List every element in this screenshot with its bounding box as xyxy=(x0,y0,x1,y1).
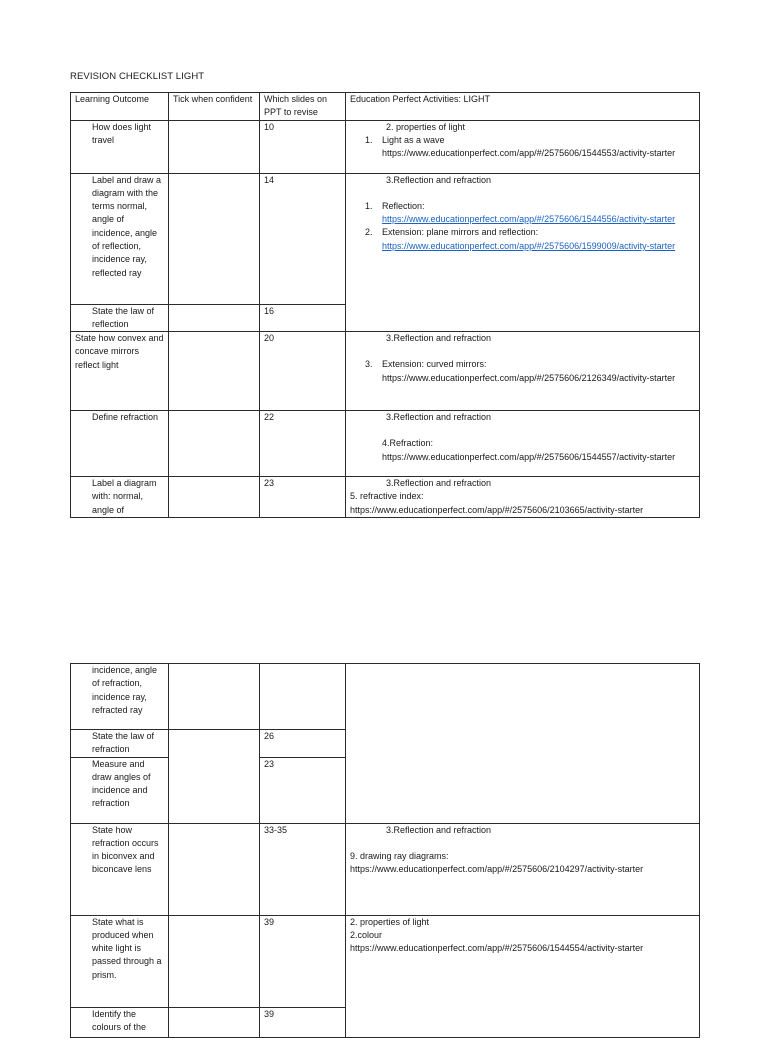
table-header-row xyxy=(71,93,700,121)
ep-url: https://www.educationperfect.com/app/#/2575606/2103665/activity-starter xyxy=(350,504,644,515)
ep-cell xyxy=(346,664,700,824)
slides-cell xyxy=(260,664,346,730)
tick-cell[interactable] xyxy=(169,304,260,332)
header-ep-activities: Education Perfect Activities: LIGHT xyxy=(346,93,700,121)
page-title: REVISION CHECKLIST LIGHT xyxy=(70,71,205,82)
ep-item: 9. drawing ray diagrams: xyxy=(350,850,449,861)
ep-cell xyxy=(346,823,700,915)
slides-cell: 16 xyxy=(260,304,346,332)
tick-cell[interactable] xyxy=(169,664,260,730)
outcome-cell: incidence, angle of refraction, incidence ray, refracted ray xyxy=(71,664,169,730)
outcome-cell: State how refraction occurs in biconvex and biconcave lens xyxy=(71,823,169,915)
tick-cell[interactable] xyxy=(169,173,260,304)
header-tick-when-confident: Tick when confident xyxy=(169,93,260,121)
slides-cell: 14 xyxy=(260,173,346,304)
slides-cell: 20 xyxy=(260,332,346,411)
ep-link[interactable]: https://www.educationperfect.com/app/#/2575606/1599009/activity-starter xyxy=(382,240,676,251)
ep-link[interactable]: https://www.educationperfect.com/app/#/2575606/1544556/activity-starter xyxy=(382,214,676,225)
outcome-cell: State the law of reflection xyxy=(71,304,169,332)
slides-cell: 26 xyxy=(260,730,346,758)
slides-cell: 23 xyxy=(260,757,346,823)
tick-cell[interactable] xyxy=(169,411,260,477)
slides-cell: 22 xyxy=(260,411,346,477)
ep-heading: 2. properties of light xyxy=(386,121,466,132)
ep-url: https://www.educationperfect.com/app/#/2575606/1544554/activity-starter xyxy=(350,943,644,954)
outcome-cell: How does light travel xyxy=(71,120,169,173)
ep-list-item: 2. Extension: plane mirrors and reflection: https://www.educationperfect.com/app/#/2575606/1599009/activity-starter xyxy=(350,226,695,253)
tick-cell[interactable] xyxy=(169,1007,260,1037)
outcome-cell: Define refraction xyxy=(71,411,169,477)
tick-cell[interactable] xyxy=(169,915,260,1007)
header-learning-outcome: Learning Outcome xyxy=(71,93,169,121)
slides-cell: 39 xyxy=(260,915,346,1007)
ep-heading: 3.Reflection and refraction xyxy=(386,412,492,423)
ep-heading: 3.Reflection and refraction xyxy=(386,333,492,344)
ep-item: 4.Refraction: xyxy=(382,438,434,449)
ep-cell xyxy=(346,120,700,173)
slides-cell: 33-35 xyxy=(260,823,346,915)
slides-cell: 39 xyxy=(260,1007,346,1037)
ep-list-item: 1. Reflection: https://www.educationperfect.com/app/#/2575606/1544556/activity-starter xyxy=(350,200,695,227)
ep-url: https://www.educationperfect.com/app/#/2575606/1544553/activity-starter xyxy=(382,148,676,159)
tick-cell[interactable] xyxy=(169,120,260,173)
table-row xyxy=(71,823,700,915)
outcome-cell: State what is produced when white light is passed through a prism. xyxy=(71,915,169,1007)
ep-heading: 3.Reflection and refraction xyxy=(386,478,492,489)
ep-heading: 3.Reflection and refraction xyxy=(386,174,492,185)
tick-cell[interactable] xyxy=(169,730,260,824)
table-row xyxy=(71,477,700,518)
outcome-cell: Label a diagram with: normal, angle of xyxy=(71,477,169,518)
tick-cell[interactable] xyxy=(169,477,260,518)
outcome-cell: Label and draw a diagram with the terms normal, angle of incidence, angle of reflection, incidence ray, reflected ray xyxy=(71,173,169,304)
ep-url: https://www.educationperfect.com/app/#/2575606/2104297/activity-starter xyxy=(350,864,644,875)
outcome-cell: Measure and draw angles of incidence and refraction xyxy=(71,757,169,823)
table-row xyxy=(71,173,700,304)
table-row xyxy=(71,664,700,730)
table-row xyxy=(71,120,700,173)
tick-cell[interactable] xyxy=(169,823,260,915)
outcome-cell: State the law of refraction xyxy=(71,730,169,758)
ep-cell xyxy=(346,411,700,477)
ep-cell xyxy=(346,332,700,411)
slides-cell: 23 xyxy=(260,477,346,518)
table-row xyxy=(71,332,700,411)
outcome-cell: State how convex and concave mirrors reflect light xyxy=(71,332,169,411)
table-row xyxy=(71,411,700,477)
tick-cell[interactable] xyxy=(169,332,260,411)
outcome-cell: Identify the colours of the xyxy=(71,1007,169,1037)
ep-url: https://www.educationperfect.com/app/#/2575606/1544557/activity-starter xyxy=(382,451,676,462)
table-row xyxy=(71,915,700,1007)
ep-cell xyxy=(346,915,700,1037)
ep-item: 5. refractive index: xyxy=(350,491,424,502)
ep-url: https://www.educationperfect.com/app/#/2575606/2126349/activity-starter xyxy=(382,372,676,383)
slides-cell: 10 xyxy=(260,120,346,173)
checklist-table-page1 xyxy=(70,92,700,518)
checklist-table-page2 xyxy=(70,663,700,1038)
ep-list-item: 1. Light as a wave https://www.educationperfect.com/app/#/2575606/1544553/activity-starter xyxy=(350,134,695,161)
ep-cell xyxy=(346,173,700,332)
ep-heading: 2. properties of light xyxy=(350,916,430,927)
header-slides: Which slides on PPT to revise xyxy=(260,93,346,121)
ep-heading: 3.Reflection and refraction xyxy=(386,824,492,835)
ep-cell xyxy=(346,477,700,518)
ep-item: 2.colour xyxy=(350,929,383,940)
ep-list-item: 3. Extension: curved mirrors: https://www.educationperfect.com/app/#/2575606/2126349/activity-starter xyxy=(350,358,695,385)
